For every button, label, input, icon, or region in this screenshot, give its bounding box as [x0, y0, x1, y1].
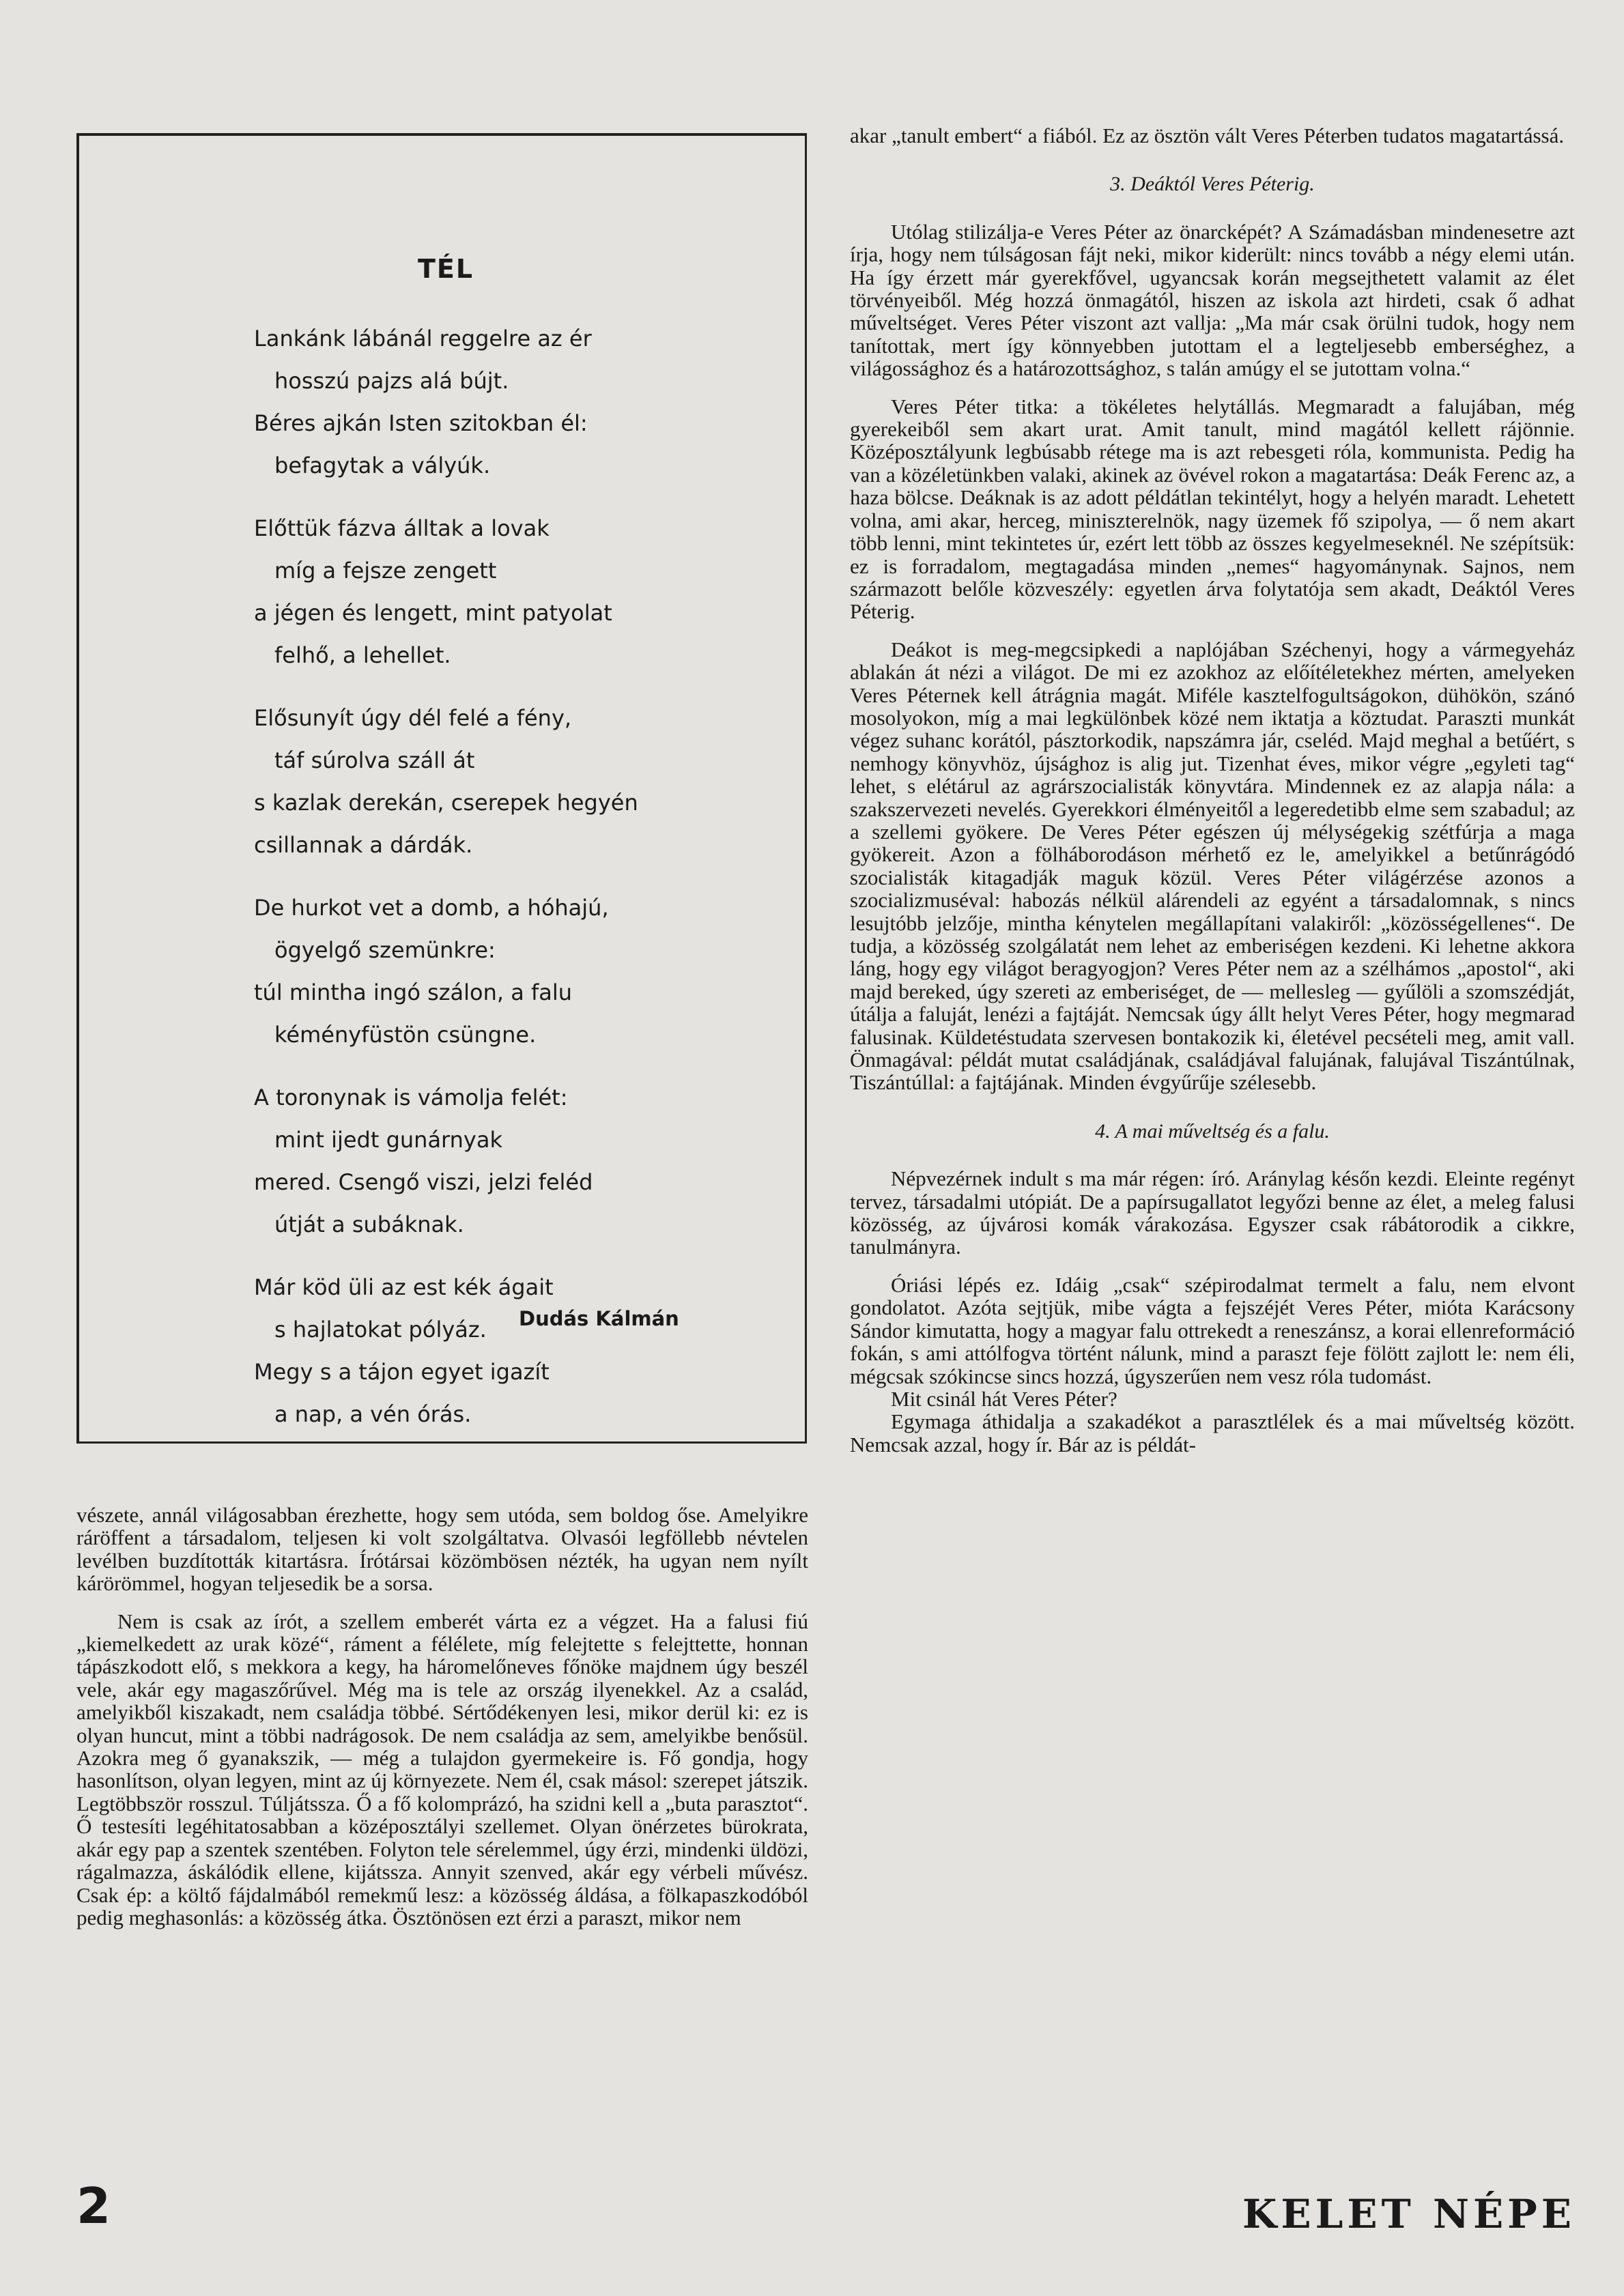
poem-line: Megy s a tájon egyet igazít	[254, 1359, 550, 1385]
poem-stanza	[254, 887, 773, 1056]
paragraph: Veres Péter titka: a tökéletes helytállás. Megmaradt a falujában, még gyerekeiből sem akart urat. Amit tanult, mind magától kellett rájönnie. Középosztályunk legbúsabb rétege ma is azt rebesgeti róla, kommunista. Pedig ha van a közéletünkben valaki, akinek az övével rokon a magatartása: Deák Ferenc az, a haza bölcse. Deáknak is az adott példátlan tekintélyt, hogy a helyén maradt. Lehetett volna, ami akar, herceg, miniszterelnök, nagy üzemek fő szipolya, — ő nem akart több lenni, mint tekintetes úr, ezért lett több az összes kegyelmeseknél. Ne szépítsük: ez is forradalom, megtagadása minden „nemes“ hagyománynak. Sajnos, nem származott belőle közveszély: egyetlen árva folytatója sem akadt, Deáktól Veres Péterig.	[850, 394, 1575, 624]
section-heading-4: 4. A mai műveltség és a falu.	[1095, 1119, 1330, 1143]
right-text-column	[850, 124, 1575, 1456]
poem-line: befagytak a vályúk.	[274, 453, 491, 478]
poem-line: Előttük fázva álltak a lovak	[254, 515, 550, 541]
poem-stanza	[254, 1266, 773, 1435]
poem-line: a nap, a vén órás.	[274, 1401, 472, 1427]
poem-line: Béres ajkán Isten szitokban él:	[254, 410, 588, 436]
poem-line: hosszú pajzs alá bújt.	[274, 368, 509, 394]
paragraph: Óriási lépés ez. Idáig „csak“ szépirodalmat termelt a falu, nem elvont gondolatot. Azóta sejtjük, mibe vágta a fejszéjét Veres Péter, mióta Karácsony Sándor kimutatta, hogy a magyar falu ottrekedt a reneszánsz, a korai ellenreformáció fokán, s ami attólfogva történt nálunk, mind a paraszt feje fölött zajlott le: nem éli, mégcsak szókincse sincs hozzá, úgyszerűen nem vesz róla tudomást.	[850, 1272, 1575, 1388]
poem-body	[254, 317, 773, 1456]
paragraph: Nem is csak az írót, a szellem emberét várta ez a végzet. Ha a falusi fiú „kiemelkedett az urak közé“, ráment a félélete, míg felejtette s felejttette, honnan tápászkodott elő, s mekkora a kegy, ha háromelőneves főnöke majdnem úgy beszél vele, akár egy magaszőrűvel. Még ma is tele az ország ilyenekkel. Az a család, amelyikből kiszakadt, nem családja többé. Sértődékenyen lesi, mikor derül ki: ez is olyan huncut, mint a többi nadrágosok. De nem családja az sem, amelyikbe benősül. Azokra meg ő gyanakszik, — még a tulajdon gyermekeire is. Fő gondja, hogy hasonlítson, olyan legyen, mint az új környezete. Nem él, csak másol: szerepet játszik. Legtöbbször rosszul. Túljátssza. Ő a fő kolomprázó, ha szidni kell a „buta parasztot“. Ő testesíti legéhitatosabban a középosztályi szellemet. Olyan önérzetes bürokrata, akár egy pap a szentek szentében. Folyton tele sérelemmel, úgy érzi, mindenki üldözi, rágalmazza, áskálódik ellene, kijátssza. Annyit szenved, akár egy vérbeli művész. Csak ép: a költő fájdalmából remekmű lesz: a közösség áldása, a fölkapaszkodóból pedig meghasonlás: a közösség átka. Ösztönösen ezt érzi a paraszt, mikor nem	[76, 1609, 808, 1929]
poem-line: Elősunyít úgy dél felé a fény,	[254, 705, 572, 731]
paragraph: Deákot is meg-megcsipkedi a naplójában Széchenyi, hogy a vármegyeház ablakán át nézi a világot. De mi ez azokhoz az előítéletekhez mérten, amelyeken Veres Péternek kell átrágnia magát. Miféle kasztelfogultságokon, dühökön, szánó mosolyokon, míg a mai legkülönbek közé nem iktatja a köztudat. Paraszti munkát végez suhanc korától, pásztorkodik, napszámra jár, cseléd. Majd meghal a betűért, s nemhogy könyvhöz, újsághoz is alig jut. Tizenhat éves, mikor végre „egyleti tag“ lehet, s elétárul az agrárszocialisták könyvtára. Mindennek ez az alapja nála: a szakszervezeti nevelés. Gyerekkori élményeitől a legeredetibb elme sem szabadul; az a szellemi gyökere. De Veres Péter egészen új mélységekig szétfúrja a maga gyökereit. Azon a fölháborodáson mérhető ez le, amelyikkel a betűnrágódó szocialisták kitagadják maguk közül. Veres Péter világérzése azonos a szocializmuséval: habozás nélkül alárendeli az egyént a társadalomnak, s nincs lesujtóbb jelzője, mintha kénytelen megállapítani valakiről: „közösségellenes“. De tudja, a közösség szolgálatát nem lehet az emberiségen kezdeni. Ki lehetne akkora láng, hogy egy világot beragyogjon? Veres Péter nem az a szélhámos „apostol“, aki majd bereked, úgy szereti az emberiséget, de — mellesleg — gyűlöli a szomszédját, útálja a faluját, lenézi a fajtáját. Nemcsak úgy állt helyt Veres Péter, hogy megmarad falusinak. Küldetéstudata szervesen bontakozik ki, életével pecsételi meg, amit vall. Önmagával: példát mutat családjának, családjával falujának, falujával Tiszántúlnak, Tiszántúllal: a fajtájának. Minden évgyűrűje szélesebb.	[850, 637, 1575, 1095]
poem-stanza	[254, 1076, 773, 1246]
poem-stanza	[254, 507, 773, 676]
paragraph: Utólag stilizálja-e Veres Péter az önarcképét? A Számadásban mindenesetre azt írja, hogy nem túlságosan fájt neki, mikor kiderült: nincs tovább a négy elemi után. Ha így érzett már gyerekfővel, ugyancsak korán megsejthetett valamit az élet törvényeiből. Még hozzá önmagától, hiszen az iskola azt hirdeti, csak ő adhat műveltséget. Veres Péter viszont azt vallja: „Ma már csak örülni tudok, hogy nem tanítottak, mert így könnyebben jutottam el a legteljesebb emberséghez, a világossághoz és a határozottsághoz, s talán amúgy el se jutottam volna.“	[850, 219, 1575, 381]
poem-line: táf súrolva száll át	[274, 747, 475, 773]
masthead: KELET NÉPE	[1242, 2191, 1576, 2237]
poem-line: csillannak a dárdák.	[254, 832, 473, 858]
paragraph: Egymaga áthidalja a szakadékot a parasztlélek és a mai műveltség között. Nemcsak azzal, hogy ír. Bár az is példát-	[850, 1409, 1575, 1456]
paragraph: vészete, annál világosabban érezhette, hogy sem utóda, sem boldog őse. Amelyikre ráröffent a társadalom, teljesen ki volt szolgáltatva. Olvasói legföllebb névtelen levélben buzdították kitartásra. Írótársai közömbösen nézték, ha ugyan nem nyílt kárörömmel, hogyan teljesedik be a sorsa.	[76, 1503, 808, 1596]
poem-line: mered. Csengő viszi, jelzi feléd	[254, 1169, 593, 1195]
poem-line: felhő, a lehellet.	[274, 642, 451, 668]
poem-line: míg a fejsze zengett	[274, 558, 497, 584]
poem-line: De hurkot vet a domb, a hóhajú,	[254, 895, 609, 921]
poem-line: A toronynak is vámolja felét:	[254, 1085, 568, 1110]
paragraph: Mit csinál hát Veres Péter?	[891, 1386, 1117, 1411]
poem-line: mint ijedt gunárnyak	[274, 1127, 502, 1153]
poem-stanza	[254, 317, 773, 487]
poem-line: s hajlatokat pólyáz.	[274, 1317, 487, 1343]
poem-line: ögyelgő szemünkre:	[274, 937, 496, 963]
page-number: 2	[76, 2177, 111, 2235]
poem-title: TÉL	[418, 254, 474, 284]
poem-line: a jégen és lengett, mint patyolat	[254, 600, 612, 626]
poem-line: Már köd üli az est kék ágait	[254, 1274, 554, 1300]
poem-author: Dudás Kálmán	[519, 1307, 679, 1330]
poem-line: útját a subáknak.	[274, 1211, 464, 1237]
section-heading-3: 3. Deáktól Veres Péterig.	[1110, 173, 1315, 196]
poem-line: kéményfüstön csüngne.	[274, 1022, 537, 1048]
poem-line: s kazlak derekán, cserepek hegyén	[254, 790, 638, 816]
poem-line: Lankánk lábánál reggelre az ér	[254, 326, 592, 351]
paragraph: akar „tanult embert“ a fiából. Ez az ösztön vált Veres Péterben tudatos magatartássá.	[850, 124, 1565, 147]
poem-stanza	[254, 697, 773, 866]
left-text-column	[76, 1504, 808, 1929]
poem-line: túl mintha ingó szálon, a falu	[254, 979, 573, 1005]
paragraph: Népvezérnek indult s ma már régen: író. Aránylag későn kezdi. Eleinte regényt tervez, társadalmi utópiát. De a papírsugallatot legyőzi benne az élet, a meleg falusi közösség, az újvárosi komák várakozása. Egyszer csak rábátorodik a cikkre, tanulmányra.	[850, 1166, 1575, 1259]
